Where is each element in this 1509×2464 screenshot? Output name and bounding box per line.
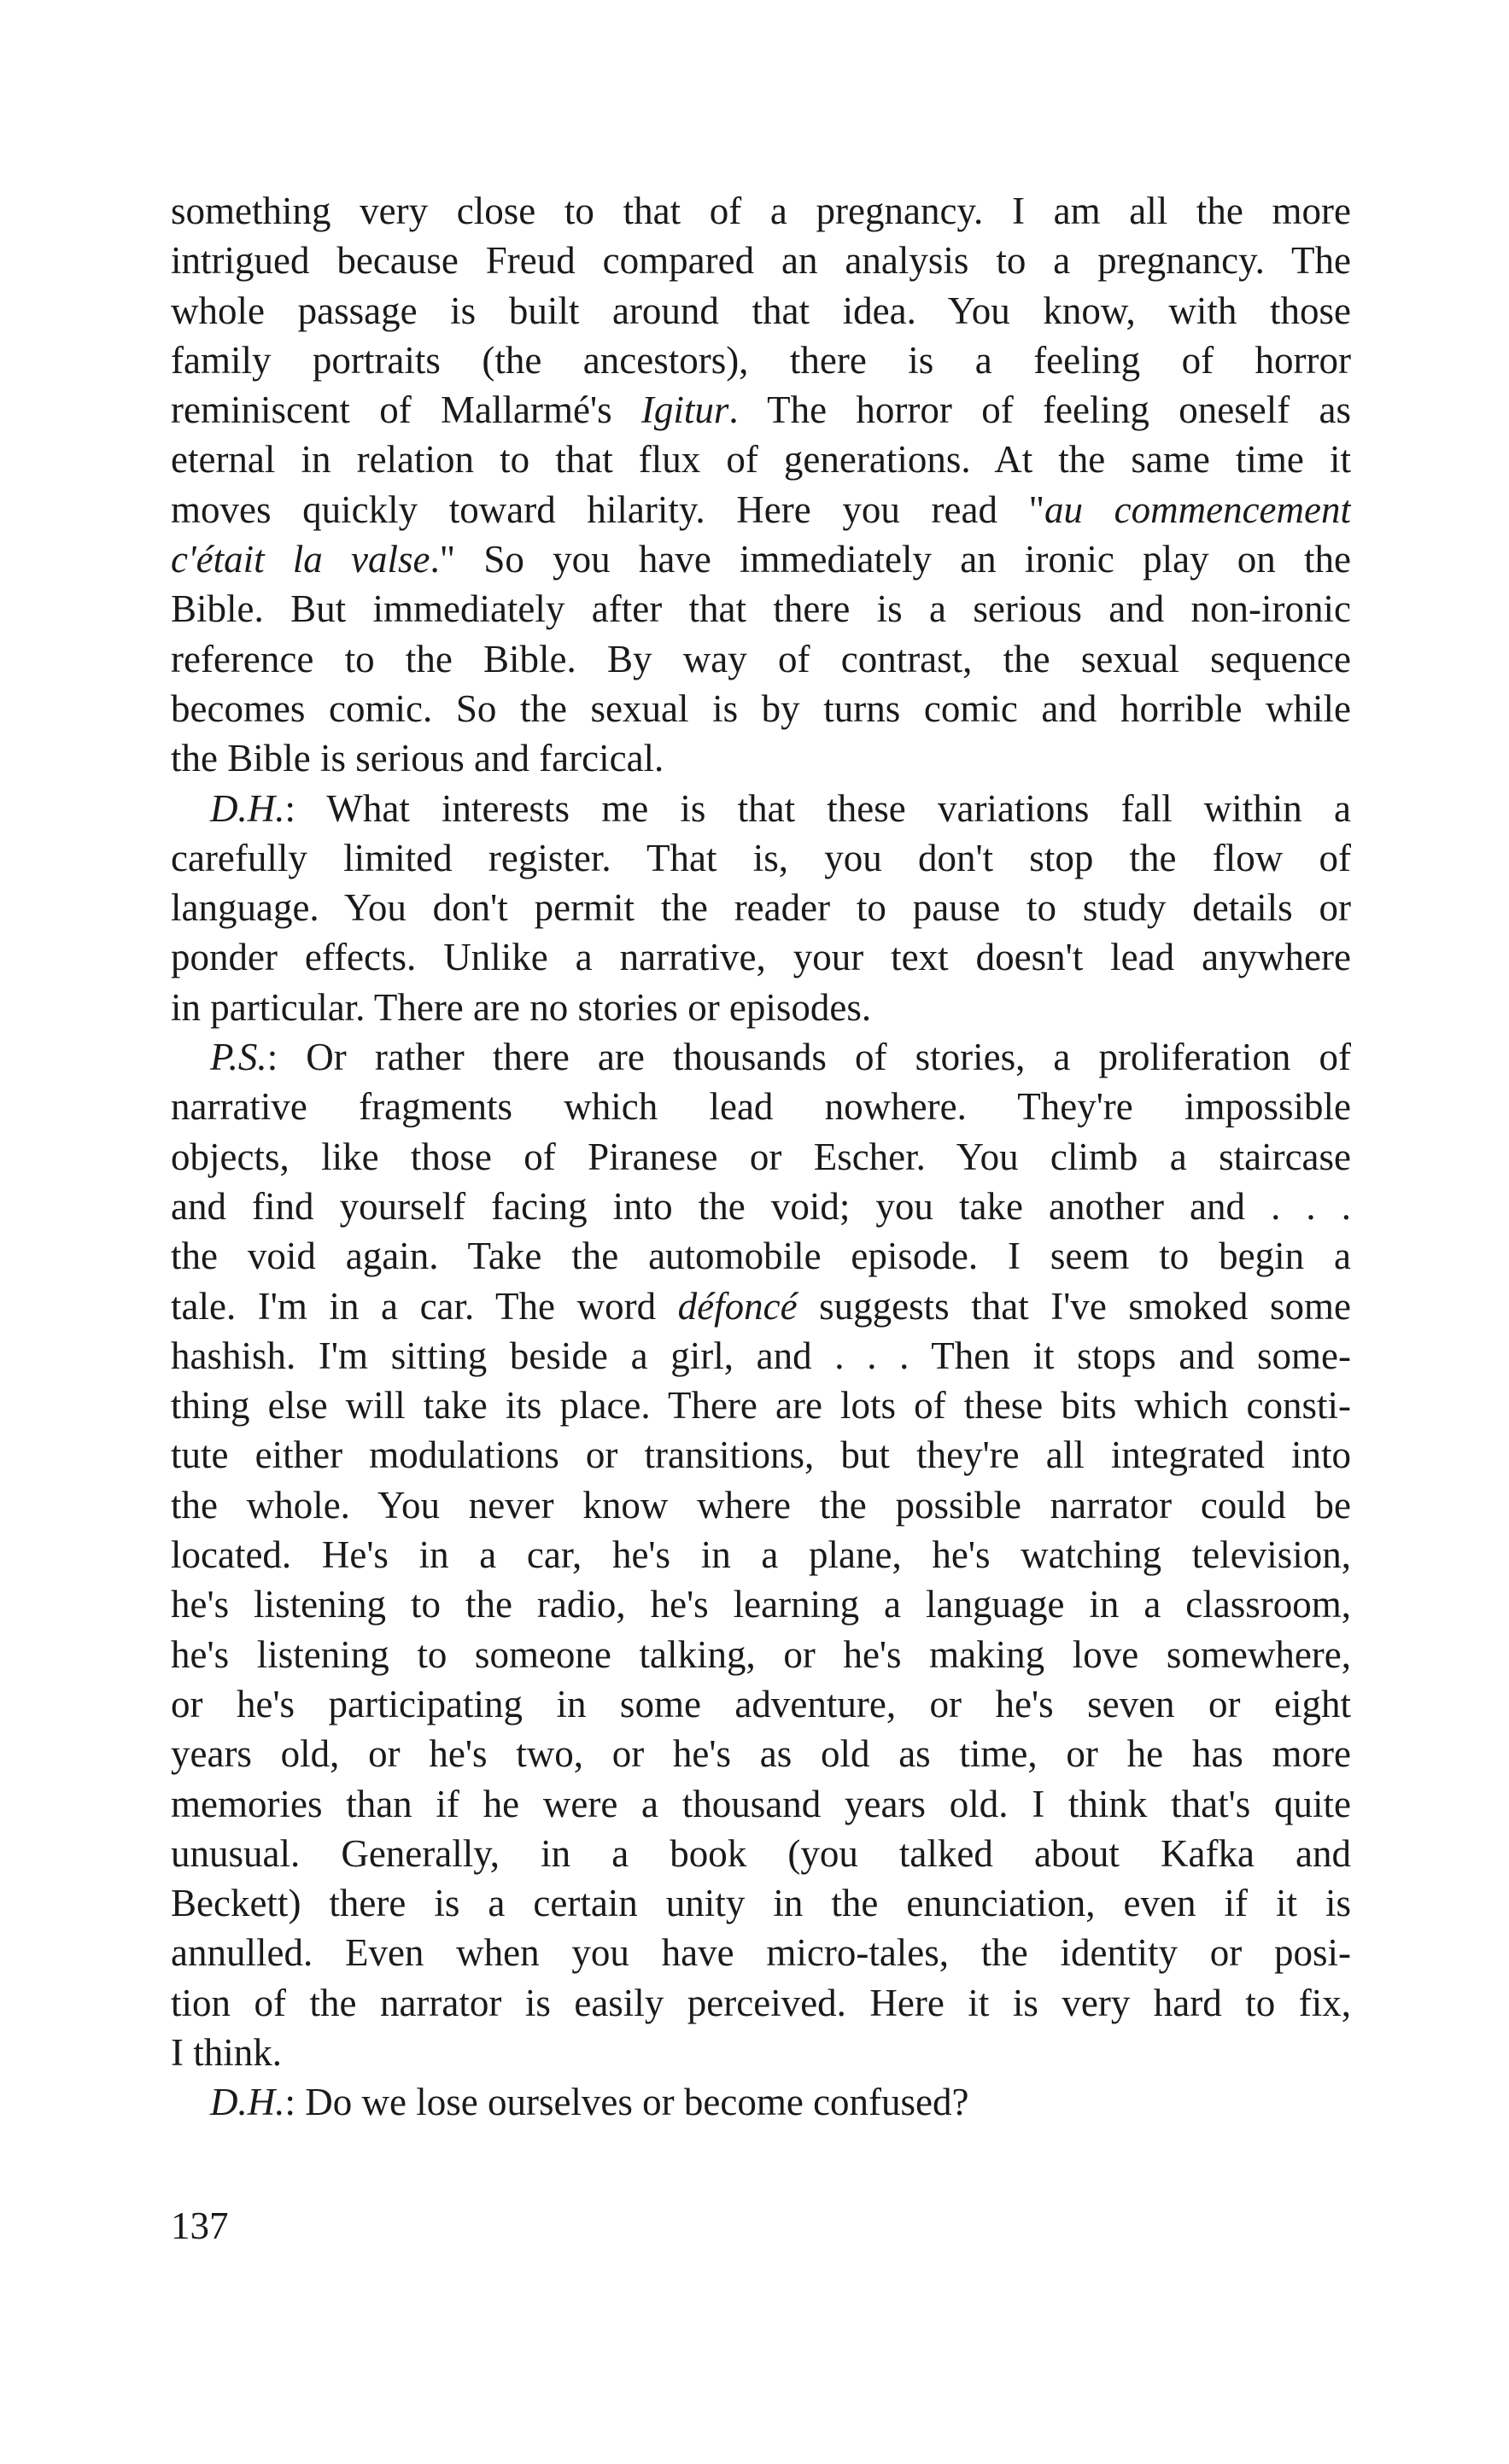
text-line bbox=[171, 983, 1351, 1032]
text-segment: moves quickly toward hilarity. Here you read " bbox=[171, 488, 1044, 531]
text-segment: and find yourself facing into the void; you take another and . . . bbox=[171, 1184, 1351, 1228]
text-line bbox=[171, 1430, 1351, 1480]
text-segment: tute either modulations or transitions, but they're all integrated into bbox=[171, 1433, 1351, 1477]
italic-text: P.S. bbox=[210, 1036, 267, 1079]
italic-text: D.H. bbox=[210, 2081, 285, 2124]
text-line bbox=[171, 833, 1351, 883]
text-segment: : Do we lose ourselves or become confused? bbox=[284, 2081, 969, 2124]
text-line bbox=[171, 485, 1351, 534]
text-line bbox=[171, 1231, 1351, 1281]
text-segment: years old, or he's two, or he's as old as time, or he has more bbox=[171, 1732, 1351, 1776]
text-line bbox=[171, 534, 1351, 584]
text-segment: tale. I'm in a car. The word bbox=[171, 1284, 678, 1328]
text-segment: language. You don't permit the reader to pause to study details or bbox=[171, 886, 1351, 930]
text-segment: located. He's in a car, he's in a plane, he's watching television, bbox=[171, 1533, 1351, 1577]
text-line bbox=[171, 684, 1351, 733]
text-segment: the Bible is serious and farcical. bbox=[171, 737, 664, 780]
text-line bbox=[171, 336, 1351, 385]
text-line bbox=[171, 1331, 1351, 1381]
text-segment: whole passage is built around that idea. You know, with those bbox=[171, 289, 1351, 332]
text-segment: ponder effects. Unlike a narrative, your text doesn't lead anywhere bbox=[171, 936, 1351, 979]
text-line bbox=[171, 2028, 1351, 2077]
text-segment: intrigued because Freud compared an analysis to a pregnancy. The bbox=[171, 239, 1351, 283]
text-line bbox=[171, 435, 1351, 484]
text-line bbox=[171, 1132, 1351, 1182]
text-line bbox=[171, 1381, 1351, 1430]
text-segment: reference to the Bible. By way of contrast, the sexual sequence bbox=[171, 637, 1351, 680]
italic-text: au commencement bbox=[1044, 488, 1351, 531]
text-line bbox=[171, 1480, 1351, 1530]
italic-text: D.H. bbox=[210, 786, 285, 830]
text-segment: the void again. Take the automobile episode. I seem to begin a bbox=[171, 1235, 1351, 1278]
text-segment: the whole. You never know where the possible narrator could be bbox=[171, 1483, 1351, 1527]
italic-text: Igitur bbox=[640, 388, 729, 432]
text-segment: in particular. There are no stories or episodes. bbox=[171, 985, 872, 1029]
text-segment: tion of the narrator is easily perceived. Here it is very hard to fix, bbox=[171, 1981, 1351, 2024]
text-line bbox=[171, 1530, 1351, 1579]
text-segment: suggests that I've smoked some bbox=[797, 1284, 1351, 1328]
text-segment: narrative fragments which lead nowhere. They're impossible bbox=[171, 1085, 1351, 1129]
text-line bbox=[171, 733, 1351, 783]
text-segment: reminiscent of Mallarmé's bbox=[171, 388, 641, 432]
body-text bbox=[171, 186, 1351, 2128]
text-segment: thing else will take its place. There are lots of these bits which consti- bbox=[171, 1384, 1351, 1428]
text-segment: I think. bbox=[171, 2030, 282, 2074]
text-segment: Bible. But immediately after that there is a serious and non-ironic bbox=[171, 587, 1351, 631]
text-line bbox=[171, 385, 1351, 435]
text-segment: something very close to that of a pregnancy. I am all the more bbox=[171, 190, 1351, 232]
text-segment: eternal in relation to that flux of generations. At the same time it bbox=[171, 438, 1351, 482]
text-line bbox=[171, 1082, 1351, 1131]
text-line bbox=[171, 286, 1351, 336]
text-line bbox=[171, 634, 1351, 684]
text-segment: hashish. I'm sitting beside a girl, and . . . Then it stops and some- bbox=[171, 1334, 1351, 1377]
text-line bbox=[171, 1630, 1351, 1679]
text-line bbox=[171, 186, 1351, 236]
text-line bbox=[171, 1579, 1351, 1629]
page-number: 137 bbox=[171, 2204, 229, 2247]
text-segment: . The horror of feeling oneself as bbox=[728, 388, 1351, 432]
text-line bbox=[171, 1182, 1351, 1231]
text-segment: he's listening to someone talking, or he's making love somewhere, bbox=[171, 1632, 1351, 1676]
text-segment: memories than if he were a thousand years old. I think that's quite bbox=[171, 1782, 1351, 1825]
text-segment: becomes comic. So the sexual is by turns comic and horrible while bbox=[171, 686, 1351, 730]
text-segment: he's listening to the radio, he's learning a language in a classroom, bbox=[171, 1583, 1351, 1626]
text-line bbox=[171, 1679, 1351, 1729]
text-segment: unusual. Generally, in a book (you talked about Kafka and bbox=[171, 1831, 1351, 1875]
italic-text: c'était la valse bbox=[171, 538, 430, 581]
text-segment: carefully limited register. That is, you don't stop the flow of bbox=[171, 836, 1351, 879]
text-line bbox=[171, 1779, 1351, 1829]
text-line bbox=[171, 1829, 1351, 1878]
text-segment: Beckett) there is a certain unity in the enunciation, even if it is bbox=[171, 1882, 1351, 1925]
text-line bbox=[171, 584, 1351, 634]
text-segment: family portraits (the ancestors), there is a feeling of horror bbox=[171, 338, 1351, 382]
text-segment: annulled. Even when you have micro-tales, the identity or posi- bbox=[171, 1931, 1351, 1975]
text-line bbox=[171, 883, 1351, 932]
text-segment: : What interests me is that these variations fall within a bbox=[284, 786, 1351, 830]
text-segment: : Or rather there are thousands of stories, a proliferation of bbox=[266, 1036, 1351, 1079]
text-segment: objects, like those of Piranese or Escher. You climb a staircase bbox=[171, 1135, 1351, 1178]
text-line bbox=[171, 1978, 1351, 2028]
text-line bbox=[171, 2077, 1351, 2127]
text-segment: or he's participating in some adventure, or he's seven or eight bbox=[171, 1682, 1351, 1725]
text-line bbox=[171, 1878, 1351, 1928]
text-line bbox=[171, 932, 1351, 982]
text-line bbox=[171, 1928, 1351, 1977]
text-line bbox=[171, 1032, 1351, 1082]
text-line bbox=[171, 1729, 1351, 1778]
text-line bbox=[171, 236, 1351, 285]
italic-text: défoncé bbox=[677, 1284, 798, 1328]
text-line bbox=[171, 1282, 1351, 1331]
text-segment: ." So you have immediately an ironic play on the bbox=[430, 538, 1351, 581]
text-line bbox=[171, 784, 1351, 833]
